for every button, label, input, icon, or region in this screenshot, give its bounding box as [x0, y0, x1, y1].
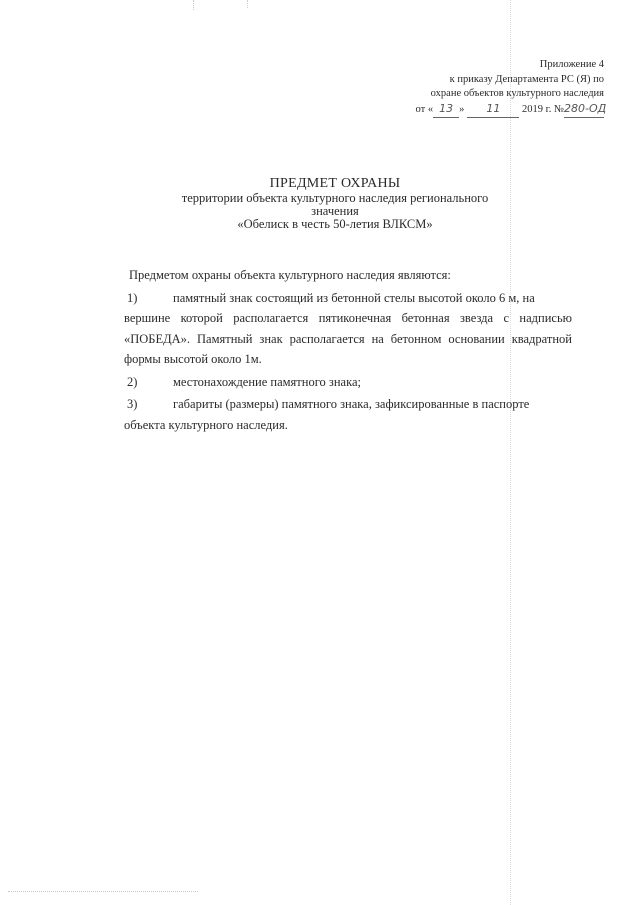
intro-paragraph: Предметом охраны объекта культурного наследия являются: — [129, 268, 451, 282]
document-body — [124, 265, 572, 435]
title-subline-1: территории объекта культурного наследия регионального — [181, 191, 489, 205]
scan-artifact — [8, 891, 198, 892]
title-subline-2: значения — [311, 204, 359, 218]
handwritten-month: 11 — [486, 101, 501, 115]
date-day — [433, 102, 459, 119]
appendix-order-ref: к приказу Департамента РС (Я) по — [449, 73, 604, 85]
scan-artifact — [193, 0, 194, 10]
scan-artifact — [247, 0, 248, 8]
list-item-first-line — [127, 372, 572, 393]
appendix-title: Приложение 4 — [539, 59, 604, 70]
list-item-continuation: вершине которой располагается пятиконечная бетонная звезда с надписью «ПОБЕДА». Памятный знак располагается на бетонном основании квадратной формы высотой около 1м. — [124, 311, 572, 366]
order-number — [564, 101, 607, 119]
appendix-header — [415, 58, 607, 118]
list-item-number: 2) — [127, 374, 138, 389]
list-item-continuation: объекта культурного наследия. — [124, 417, 288, 432]
list-item — [124, 288, 572, 370]
appendix-date-line — [415, 101, 607, 119]
list-item — [127, 372, 572, 393]
document-title: ПРЕДМЕТ ОХРАНЫ — [269, 176, 401, 191]
date-year: 2019 г. № — [521, 103, 564, 115]
list-item-first-line — [127, 394, 572, 415]
date-prefix: от « — [415, 103, 434, 115]
date-month — [467, 102, 519, 119]
scan-artifact — [510, 0, 511, 905]
title-block — [0, 175, 640, 231]
list-item-number: 1) — [127, 290, 138, 305]
list-item — [124, 394, 572, 435]
list-item-number: 3) — [127, 397, 138, 411]
appendix-department: охране объектов культурного наследия — [430, 88, 604, 99]
date-mid: » — [459, 103, 465, 115]
list-item-text: местонахождение памятного знака; — [173, 374, 361, 389]
handwritten-order-number: 280-ОД — [564, 101, 607, 115]
list-item-text: памятный знак состоящий из бетонной стелы высотой около 6 м, на — [173, 290, 535, 305]
title-object-name: «Обелиск в честь 50-летия ВЛКСМ» — [237, 217, 433, 231]
list-item-text: габариты (размеры) памятного знака, зафиксированные в паспорте — [173, 397, 530, 411]
list-item-first-line — [127, 288, 572, 309]
handwritten-day: 13 — [439, 101, 454, 115]
